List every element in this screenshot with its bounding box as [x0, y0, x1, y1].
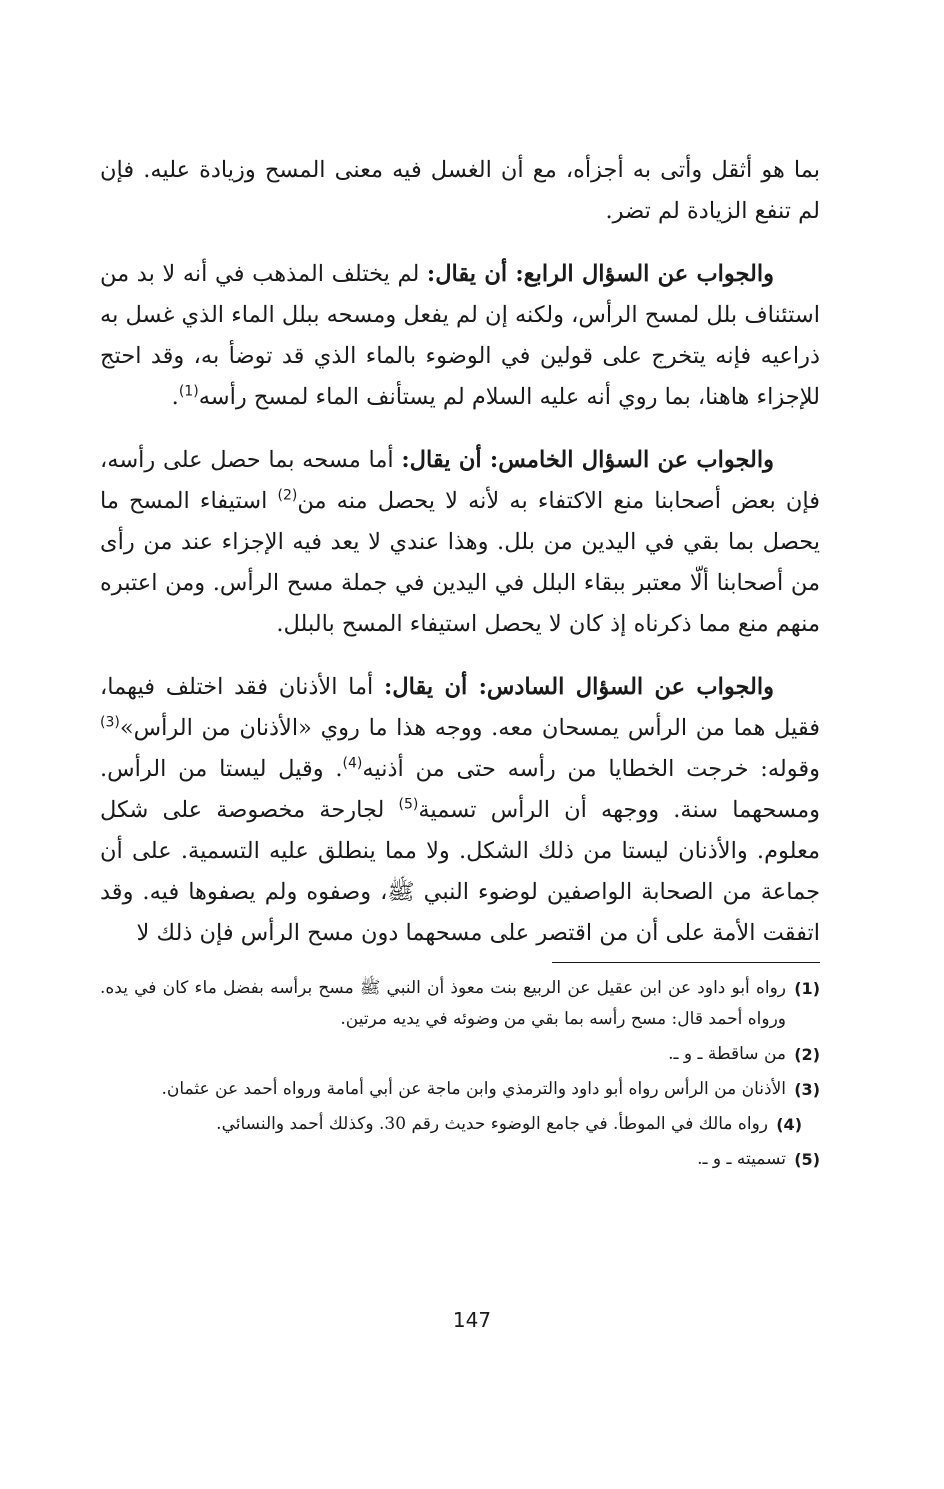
footnote-4 [100, 1109, 820, 1140]
footnote-text: تسميته ـ و ـ. [697, 1149, 786, 1169]
paragraph-4-text-b: وقوله: خرجت الخطايا من رأسه حتى من أذنيه [362, 756, 820, 782]
page-content [100, 150, 820, 1179]
footnote-text: الأذنان من الرأس رواه أبو داود والترمذي وابن ماجة عن أبي أمامة ورواه أحمد عن عثمان. [161, 1079, 786, 1099]
paragraph-2-text-b: . [171, 384, 179, 410]
footnote-text: من ساقطة ـ و ـ. [668, 1044, 786, 1064]
footnote-number: (5) [794, 1150, 820, 1169]
paragraph-3 [100, 440, 820, 645]
paragraph-1-text: بما هو أثقل وأتى به أجزأه، مع أن الغسل فيه معنى المسح وزيادة عليه. فإن لم تنفع الزيادة لم تضر. [100, 157, 820, 224]
footnote-1 [100, 973, 820, 1035]
paragraph-3-text-a: أما مسحه بما حصل على رأسه، فإن بعض أصحابنا منع الاكتفاء به لأنه لا يحصل منه من [100, 447, 821, 514]
footnote-ref-2: (2) [277, 487, 298, 504]
footnotes [100, 973, 820, 1175]
paragraph-2-text-a: لم يختلف المذهب في أنه لا بد من استئناف بلل لمسح الرأس، ولكنه إن لم يفعل ومسحه ببلل الماء الذي غسل به ذراعيه فإنه يتخرج على قولين في الوضوء بالماء الذي قد توضأ به، وقد احتج للإجزاء هاهنا، بما روي أنه عليه السلام لم يستأنف الماء لمسح رأسه [100, 261, 820, 410]
footnote-number: (4) [776, 1115, 802, 1134]
footnote-divider [552, 962, 820, 963]
footnote-5 [100, 1144, 820, 1175]
footnote-2 [100, 1039, 820, 1070]
footnote-number: (2) [794, 1045, 820, 1064]
footnote-number: (1) [794, 979, 820, 998]
footnote-text: رواه أبو داود عن ابن عقيل عن الربيع بنت معوذ أن النبي ﷺ مسح برأسه بفضل ماء كان في يده. ورواه أحمد قال: مسح رأسه بما بقي من وضوئه في يديه مرتين. [100, 978, 786, 1029]
footnote-number: (3) [794, 1080, 820, 1099]
paragraph-4-heading: والجواب عن السؤال السادس: أن يقال: [383, 674, 774, 700]
paragraph-2-heading: والجواب عن السؤال الرابع: أن يقال: [426, 261, 774, 287]
paragraph-4-text-c: . وقيل ليستا من الرأس. ومسحهما سنة. ووجهه أن الرأس تسمية [100, 756, 820, 823]
footnote-3 [100, 1074, 820, 1105]
footnote-ref-1: (1) [178, 383, 199, 400]
footnote-ref-5: (5) [398, 796, 419, 813]
paragraph-4-text-d: لجارحة مخصوصة على شكل معلوم. والأذنان ليستا من ذلك الشكل. ولا مما ينطلق عليه التسمية. على أن جماعة من الصحابة الواصفين لوضوء النبي ﷺ، وصفوه ولم يصفوها فيه. وقد اتفقت الأمة على أن من اقتصر على مسحهما دون مسح الرأس فإن ذلك لا [100, 797, 820, 946]
paragraph-3-text-b: استيفاء المسح ما يحصل بما بقي في اليدين من بلل. وهذا عندي لا يعد فيه الإجزاء عند من رأى من أصحابنا ألّا معتبر ببقاء البلل في اليدين في جملة مسح الرأس. ومن اعتبره منهم منع مما ذكرناه إذ كان لا يحصل استيفاء المسح بالبلل. [100, 488, 820, 637]
footnote-text: رواه مالك في الموطأ. في جامع الوضوء حديث رقم 30. وكذلك أحمد والنسائي. [216, 1114, 768, 1134]
footnote-ref-4: (4) [342, 755, 363, 772]
paragraph-3-heading: والجواب عن السؤال الخامس: أن يقال: [401, 447, 774, 473]
paragraph-4 [100, 667, 820, 954]
paragraph-2 [100, 254, 820, 418]
paragraph-1 [100, 150, 820, 232]
footnote-ref-3: (3) [100, 714, 120, 731]
paragraph-4-text-a: أما الأذنان فقد اختلف فيهما، فقيل هما من الرأس يمسحان معه. ووجه هذا ما روي «الأذنان من الرأس» [100, 674, 820, 741]
page-number: 147 [452, 1308, 492, 1332]
